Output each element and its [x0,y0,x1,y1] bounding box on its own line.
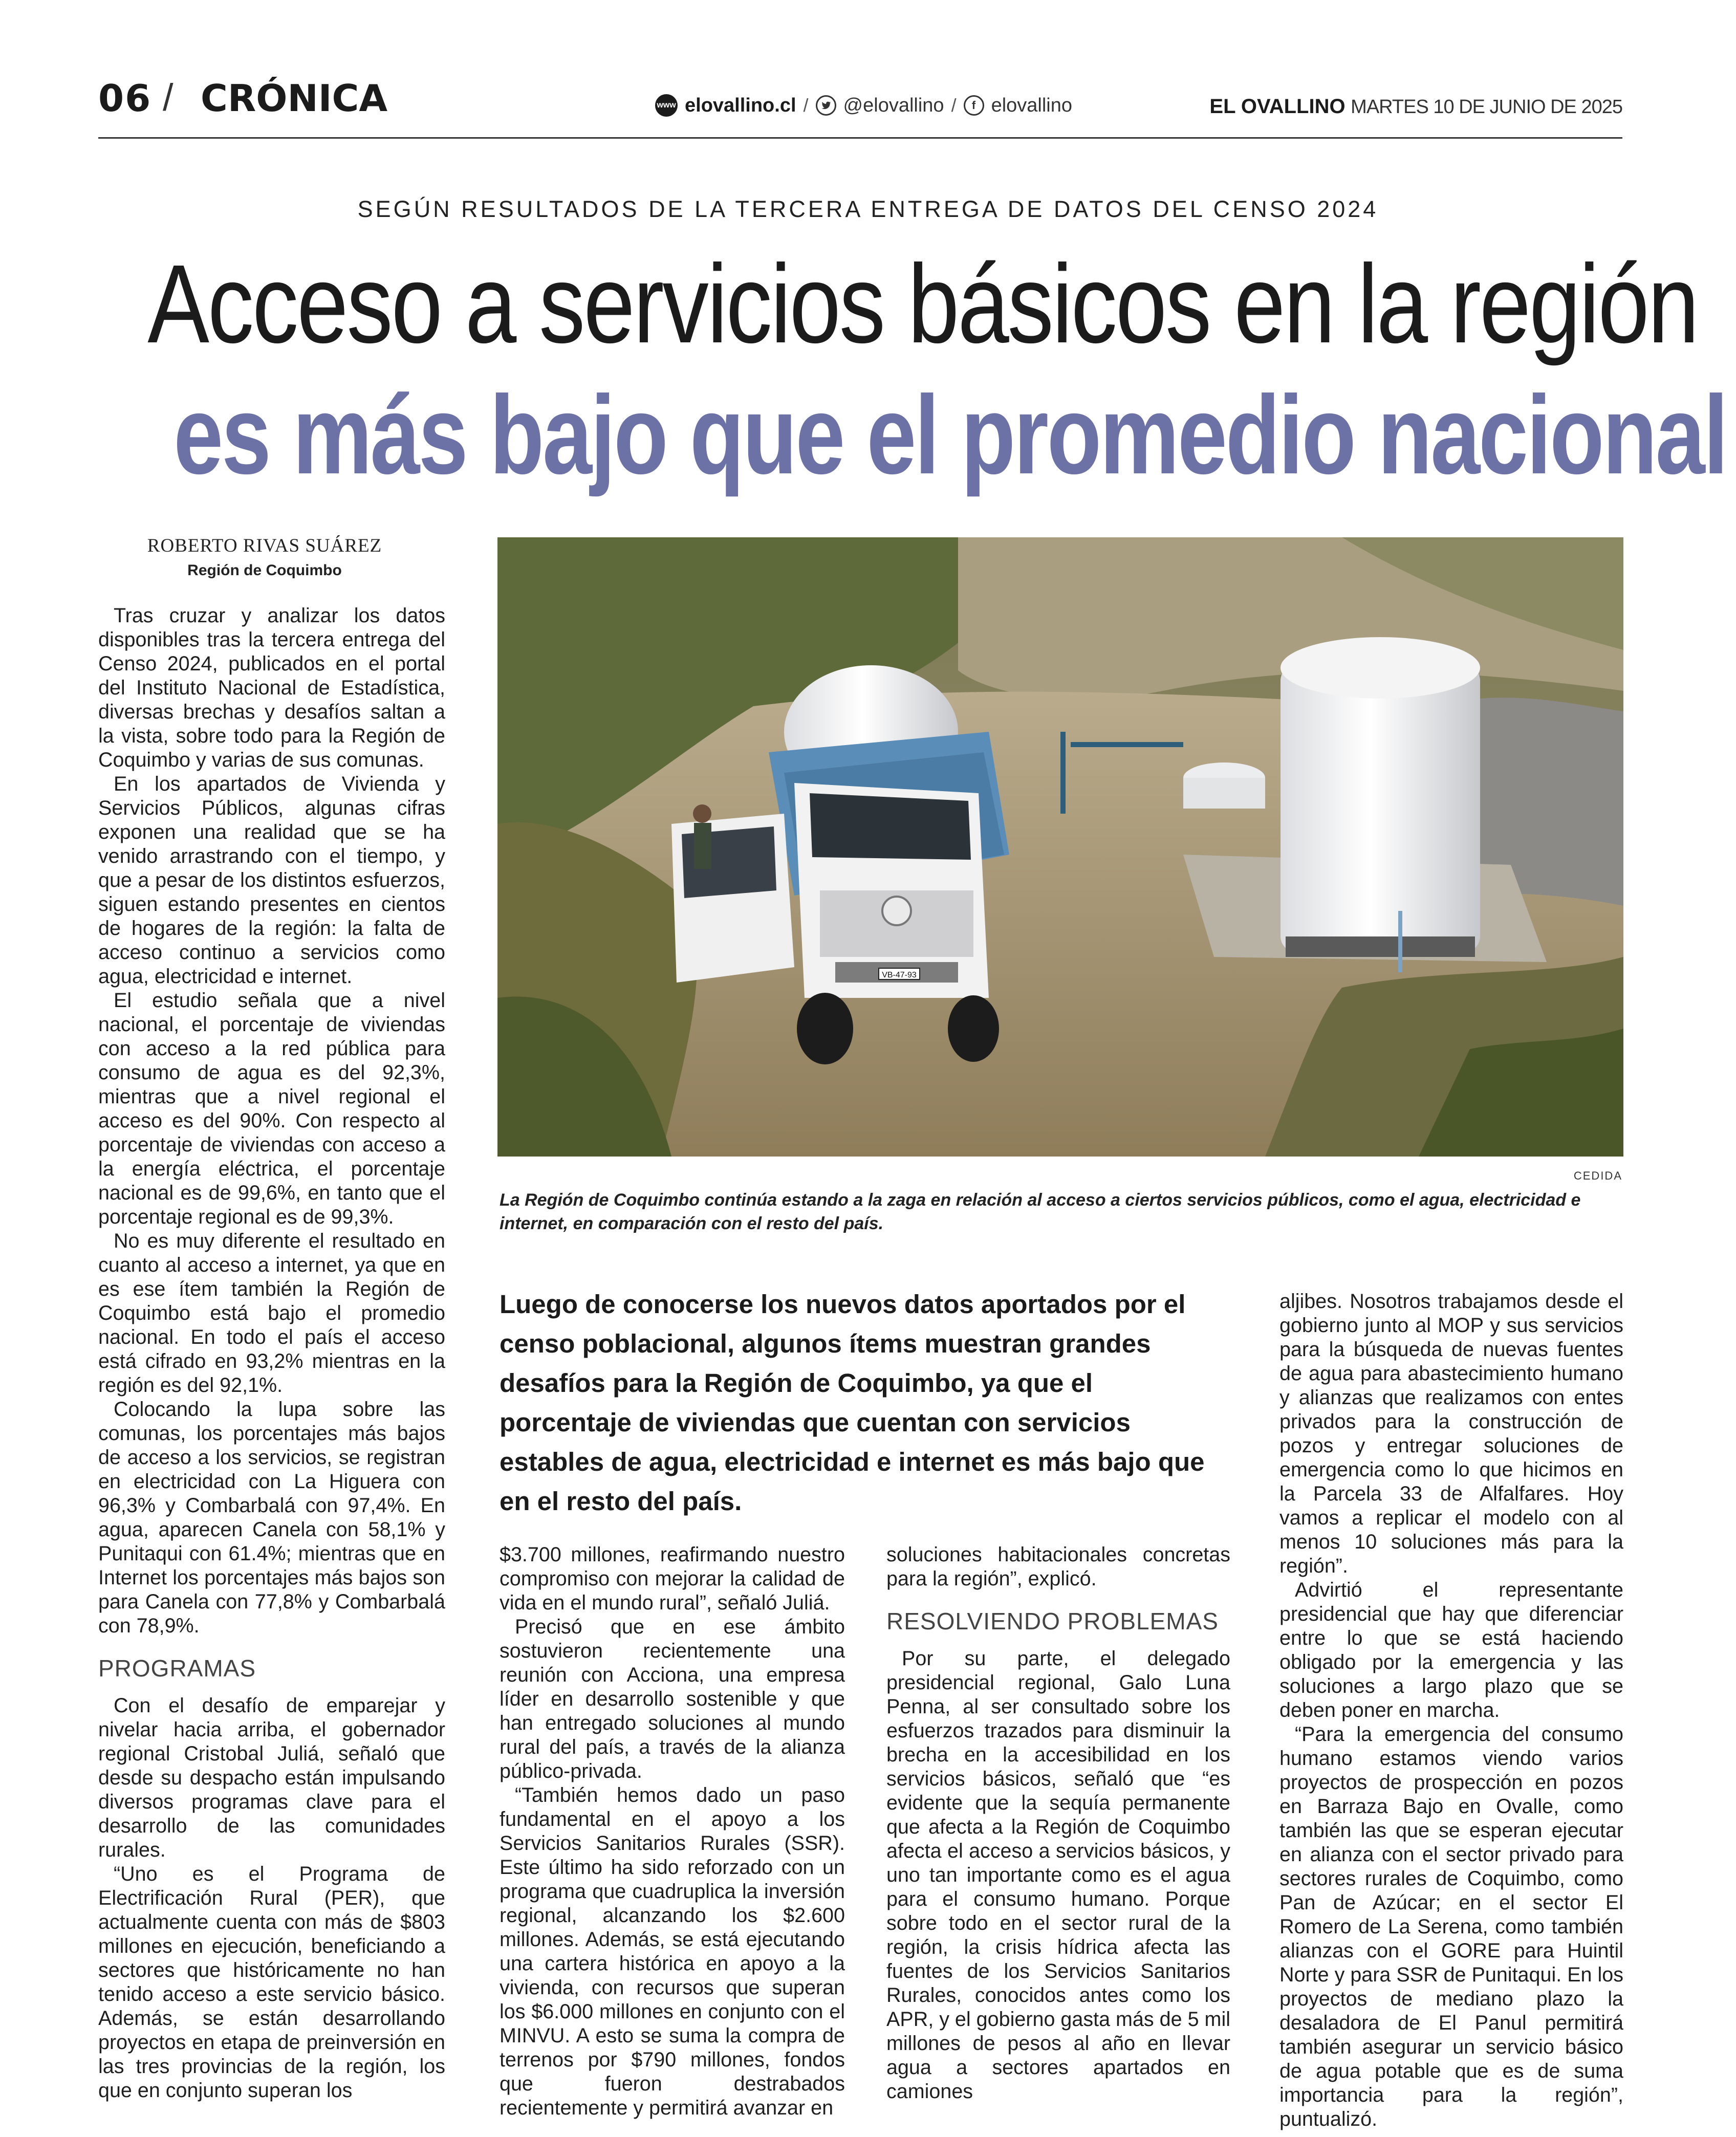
article-lead: Luego de conocerse los nuevos datos aportados por el censo poblacional, algunos ítems muestran grandes desafíos para la Región de Coquimbo, ya que el porcentaje de viviendas que cuentan con servicios estables de agua, electricidad e internet es más bajo que en el resto del país. [500,1290,1205,1516]
headline-line-2: es más bajo que el promedio nacional [173,373,1727,497]
twitter-handle[interactable]: @elovallino [843,94,944,116]
body-column-1 [98,604,445,2103]
paragraph: Con el desafío de emparejar y nivelar hacia arriba, el gobernador regional Cristobal Juliá, señaló que desde su despacho están impulsando diversos programas clave para el desarrollo de las comunidades rurales. [98,1694,445,1861]
header-separator: / [163,76,173,119]
paragraph: Advirtió el representante presidencial que hay que diferenciar entre lo que se está haciendo obligado por la emergencia y las soluciones a largo plazo que se deben poner en marcha. [1279,1579,1623,1721]
header-rule [98,137,1622,139]
section-title: CRÓNICA [201,77,388,120]
paragraph: $3.700 millones, reafirmando nuestro compromiso con mejorar la calidad de vida en el mundo rural”, señaló Juliá. [500,1543,845,1614]
paragraph: Precisó que en ese ámbito sostuvieron recientemente una reunión con Acciona, una empresa líder en desarrollo sostenible y que han entregado soluciones al mundo rural del país, a través de la alianza público-privada. [500,1616,845,1782]
page-number: 06 [98,77,152,120]
body-column-4 [1279,1290,1623,2131]
paragraph: aljibes. Nosotros trabajamos desde el gobierno junto al MOP y sus servicios para la búsqueda de nuevas fuentes de agua para abastecimiento humano y alianzas que realizamos con entes privados para la construcción de pozos y entregar soluciones de emergencia como lo que hicimos en la Parcela 33 de Alfalfares. Hoy vamos a replicar el modelo con al menos 10 soluciones más para la región”. [1279,1290,1623,1577]
license-plate: VB-47-93 [882,971,917,979]
masthead-date [1209,95,1622,118]
author-name: ROBERTO RIVAS SUÁREZ [147,535,382,556]
headline-line-1: Acceso a servicios básicos en la región [147,242,1698,366]
newspaper-name: EL OVALLINO [1209,95,1346,118]
paragraph: Por su parte, el delegado presidencial regional, Galo Luna Penna, al ser consultado sobre los esfuerzos trazados para disminuir la brecha en la accesibilidad en los servicios básicos, señaló que “es evidente que la sequía permanente que afecta a la Región de Coquimbo afecta el acceso a servicios básicos, y uno tan importante como es el agua para el consumo humano. Porque sobre todo en el sector rural de la región, la crisis hídrica afecta las fuentes de los Servicios Sanitarios Rurales, conocidos antes como los APR, y el gobierno gasta más de 5 mil millones de pesos al año en llevar agua a sectores apartados en camiones [886,1647,1230,2103]
article-kicker: SEGÚN RESULTADOS DE LA TERCERA ENTREGA DE DATOS DEL CENSO 2024 [357,196,1379,222]
subheading-resolviendo: RESOLVIENDO PROBLEMAS [886,1608,1219,1634]
body-column-2 [500,1543,845,2120]
divider: / [951,95,957,116]
paragraph: soluciones habitacionales concretas para la región”, explicó. [886,1543,1230,1590]
issue-date: MARTES 10 DE JUNIO DE 2025 [1351,96,1622,118]
article-photo [497,537,1623,1157]
body-column-3 [886,1543,1230,2104]
author-location: Región de Coquimbo [187,562,342,579]
globe-icon: www [655,94,678,117]
paragraph: No es muy diferente el resultado en cuanto al acceso a internet, ya que en es ese ítem también la Región de Coquimbo está bajo el promedio nacional. En todo el país el acceso está cifrado en 93,2% mientras en la región es del 92,1%. [98,1230,445,1397]
twitter-icon [816,95,836,116]
paragraph: Colocando la lupa sobre las comunas, los porcentajes más bajos de acceso a los servicios, se registran en electricidad con La Higuera con 96,3% y Combarbalá con 97,4%. En agua, aparecen Canela con 58,1% y Punitaqui con 61.4%; mientras que en Internet los porcentajes más bajos son para Canela con 77,8% y Combarbalá con 78,9%. [98,1398,445,1637]
photo-illustration [497,537,1623,1157]
photo-credit: CEDIDA [1573,1169,1622,1182]
facebook-handle[interactable]: elovallino [991,94,1073,116]
facebook-icon: f [964,95,984,116]
paragraph: “Uno es el Programa de Electrificación Rural (PER), que actualmente cuenta con más de $803 millones en ejecución, beneficiando a sectores que históricamente no han tenido acceso a este servicio básico. Además, se están desarrollando proyectos en etapa de preinversión en las tres provincias de la región, los que en conjunto superan los [98,1863,445,2102]
paragraph: El estudio señala que a nivel nacional, el porcentaje de viviendas con acceso a la red pública para consumo de agua es del 92,3%, mientras que a nivel regional el acceso es del 90%. Con respecto al porcentaje de viviendas con acceso a la energía eléctrica, el porcentaje nacional es de 99,6%, en tanto que el porcentaje regional es de 99,3%. [98,989,445,1228]
divider: / [803,95,809,116]
website-link[interactable]: elovallino.cl [685,94,796,116]
paragraph: Tras cruzar y analizar los datos disponibles tras la tercera entrega del Censo 2024, publicados en el portal del Instituto Nacional de Estadística, diversas brechas y desafíos saltan a la vista, sobre todo para la Región de Coquimbo y varias de sus comunas. [98,604,445,771]
social-links [655,94,1072,117]
paragraph: “También hemos dado un paso fundamental en el apoyo a los Servicios Sanitarios Rurales (SSR). Este último ha sido reforzado con un programa que cuadruplica la inversión regional, alcanzando los $2.600 millones. Además, se está ejecutando una cartera histórica en apoyo a la vivienda, con recursos que superan los $6.000 millones en conjunto con el MINVU. A esto se suma la compra de terrenos por $790 millones, fondos que fueron destrabados recientemente y permitirá avanzar en [500,1784,845,2119]
photo-caption: La Región de Coquimbo continúa estando a la zaga en relación al acceso a ciertos servicios públicos, como el agua, electricidad e internet, en comparación con el resto del país. [500,1190,1581,1233]
paragraph: En los apartados de Vivienda y Servicios Públicos, algunas cifras exponen una realidad que se ha venido arrastrando con el tiempo, y que a pesar de los distintos esfuerzos, siguen estando presentes en cientos de hogares de la región: la falta de acceso continuo a servicios como agua, electricidad e internet. [98,773,445,988]
subheading-programas: PROGRAMAS [98,1655,256,1682]
paragraph: “Para la emergencia del consumo humano estamos viendo varios proyectos de prospección en pozos en Barraza Bajo en Ovalle, como también las que se esperan ejecutar en alianza con el sector privado para sectores rurales de Coquimbo, como Pan de Azúcar; en el sector El Romero de La Serena, como también alianzas con el GORE para Huintil Norte y para SSR de Punitaqui. En los proyectos de mediano plazo la desaladora de El Panul permitirá también asegurar un servicio básico de agua potable que es de suma importancia para la región”, puntualizó. [1279,1723,1623,2130]
